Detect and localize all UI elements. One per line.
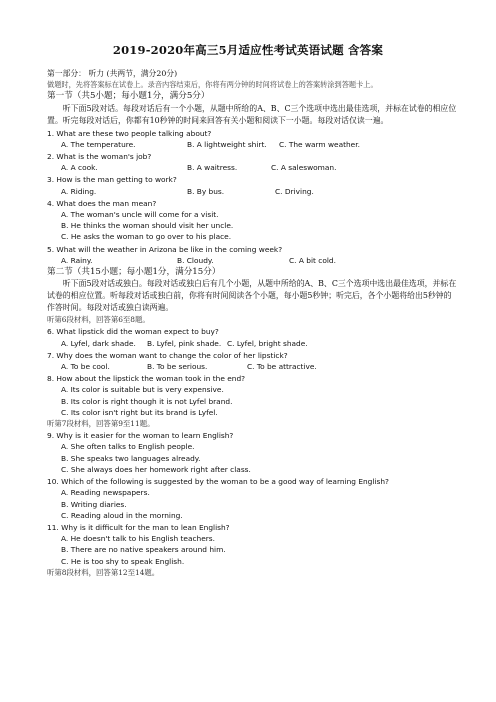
- option-b: B. To be serious.: [147, 362, 208, 372]
- material-8-note: 听第8段材料，回答第12至14题。: [47, 567, 160, 577]
- option-c: C. The warm weather.: [279, 139, 360, 149]
- question-10-stem: 10. Which of the following is suggested by the woman to be a good way of learning English?: [47, 477, 389, 487]
- question-11-stem: 11. Why is it difficult for the man to lean English?: [47, 522, 230, 532]
- question-8-stem: 8. How about the lipstick the woman took in the end?: [47, 374, 246, 384]
- option-c: C. Driving.: [275, 186, 314, 196]
- option-a: A. To be cool.: [61, 362, 110, 372]
- question-4-option-c: C. He asks the woman to go over to his place.: [61, 232, 232, 242]
- question-6-options: [47, 338, 459, 349]
- option-b: B. Cloudy.: [177, 255, 214, 265]
- question-10-option-c: C. Reading aloud in the morning.: [61, 510, 183, 520]
- option-c: C. A saleswoman.: [271, 163, 337, 173]
- section1-heading: 第一节（共5小题；每小题1分，满分5分）: [47, 91, 210, 102]
- option-b: B. A waitress.: [187, 163, 238, 173]
- question-4-option-b: B. He thinks the woman should visit her uncle.: [61, 221, 234, 231]
- question-1-stem: 1. What are these two people talking about?: [47, 128, 212, 138]
- question-3-stem: 3. How is the man getting to work?: [47, 175, 177, 185]
- option-b: B. By bus.: [187, 186, 225, 196]
- question-3-options: [47, 186, 459, 197]
- option-c: C. To be attractive.: [247, 362, 317, 372]
- question-2-options: [47, 162, 459, 173]
- section2-heading: 第二节（共15小题；每小题1分，满分15分）: [47, 267, 221, 278]
- option-a: A. Rainy.: [61, 255, 93, 265]
- question-6-stem: 6. What lipstick did the woman expect to buy?: [47, 327, 219, 337]
- option-a: A. A cook.: [61, 163, 98, 173]
- option-a: A. The temperature.: [61, 139, 136, 149]
- option-a: A. Riding.: [61, 186, 97, 196]
- exam-content: [47, 68, 459, 578]
- material-7-note: 听第7段材料，回答第9至11题。: [47, 419, 155, 429]
- question-11-option-b: B. There are no native speakers around him.: [61, 545, 226, 555]
- option-b: B. Lyfel, pink shade.: [147, 338, 222, 348]
- section1-directions: 听下面5段对话。每段对话后有一个小题，从题中所给的A、B、C三个选项中选出最佳选项，并标在试卷的相应位置。听完每段对话后，你都有10秒钟的时间来回答有关小题和阅读下一小题。每段对话仅读一遍。: [47, 103, 457, 125]
- page-title: 2019-2020年高三5月适应性考试英语试题 含答案: [112, 43, 384, 57]
- question-9-option-c: C. She always does her homework right after class.: [61, 464, 251, 474]
- question-11-option-a: A. He doesn't talk to his English teachers.: [61, 534, 216, 544]
- question-8-option-a: A. Its color is suitable but is very expensive.: [61, 385, 224, 395]
- question-9-option-a: A. She often talks to English people.: [61, 442, 195, 452]
- option-c: C. Lyfel, bright shade.: [227, 338, 308, 348]
- option-b: B. A lightweight shirt.: [187, 139, 267, 149]
- section2-directions: 听下面5段对话或独白。每段对话或独白后有几个小题，从题中所给的A、B、C三个选项中选出最佳选项，并标在试卷的相应位置。听每段对话或独白前，你将有时间阅读各个小题，每小题5秒钟；听完后，各个小题将给出5秒钟的作答时间。每段对话或独白读两遍。: [47, 279, 457, 313]
- question-8-option-b: B. Its color is right though it is not Lyfel brand.: [61, 396, 233, 406]
- question-11-option-c: C. He is too shy to speak English.: [61, 556, 185, 566]
- question-10-option-a: A. Reading newspapers.: [61, 488, 150, 498]
- question-2-stem: 2. What is the woman's job?: [47, 152, 152, 162]
- question-5-stem: 5. What will the weather in Arizona be like in the coming week?: [47, 244, 283, 254]
- option-a: A. Lyfel, dark shade.: [61, 338, 136, 348]
- question-5-options: [47, 255, 459, 266]
- material-6-note: 听第6段材料，回答第6至8题。: [47, 315, 150, 325]
- question-8-option-c: C. Its color isn't right but its brand is Lyfel.: [61, 407, 218, 417]
- question-7-stem: 7. Why does the woman want to change the color of her lipstick?: [47, 350, 288, 360]
- question-10-option-b: B. Writing diaries.: [61, 499, 127, 509]
- question-9-stem: 9. Why is it easier for the woman to learn English?: [47, 431, 234, 441]
- part1-instruction: 做题时，先将答案标在试卷上。录音内容结束后，你将有两分钟的时间将试卷上的答案转涂到答题卡上。: [47, 80, 378, 90]
- part1-heading: 第一部分： 听力 (共两节，满分20分): [47, 69, 178, 78]
- question-7-options: [47, 361, 459, 372]
- question-1-options: [47, 139, 459, 150]
- question-9-option-b: B. She speaks two languages already.: [61, 453, 201, 463]
- question-4-option-a: A. The woman's uncle will come for a visit.: [61, 210, 219, 220]
- question-4-stem: 4. What does the man mean?: [47, 198, 157, 208]
- option-c: C. A bit cold.: [289, 255, 336, 265]
